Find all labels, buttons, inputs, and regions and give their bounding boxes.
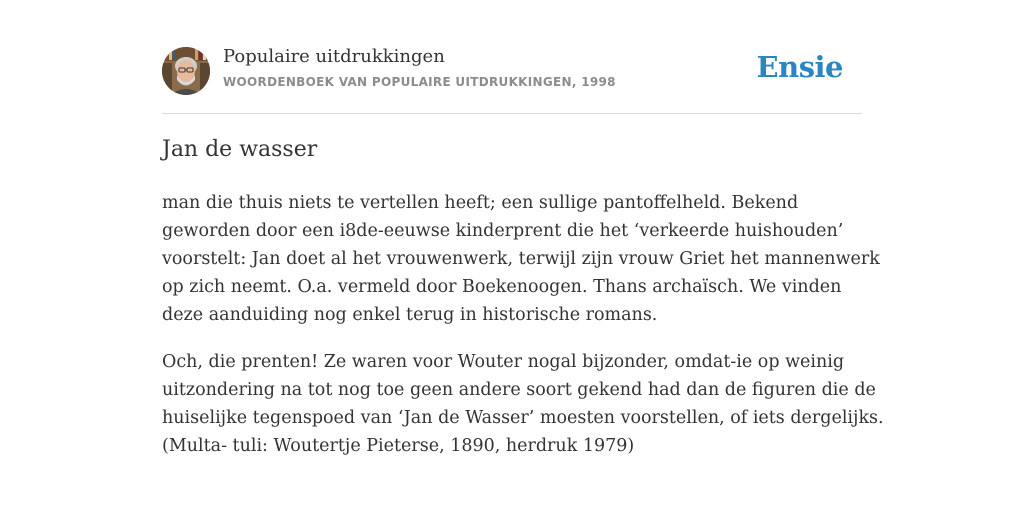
author-portrait-icon: [162, 47, 210, 95]
quote-line: Och, die prenten! Ze waren voor Wouter nogal bijzonder, omdat-ie op weinig: [162, 352, 845, 372]
ensie-logo[interactable]: Ensie: [756, 50, 843, 84]
entry-definition: [162, 189, 880, 329]
quote-line: (Multa- tuli: Woutertje Pieterse, 1890, herdruk 1979): [162, 436, 635, 456]
definition-line: deze aanduiding nog enkel terug in historische romans.: [162, 305, 658, 325]
definition-line: op zich neemt. O.a. vermeld door Boekenoogen. Thans archaïsch. We vinden: [162, 277, 842, 297]
definition-line: geworden door een i8de-eeuwse kinderprent die het ‘verkeerde huishouden’: [162, 221, 844, 241]
author-avatar[interactable]: [162, 47, 210, 95]
definition-line: voorstelt: Jan doet al het vrouwenwerk, terwijl zijn vrouw Griet het mannenwerk: [162, 249, 880, 269]
entry-card: [162, 0, 884, 456]
source-subtitle: WOORDENBOEK VAN POPULAIRE UITDRUKKINGEN, 1998: [223, 75, 616, 89]
entry-quote: [162, 348, 884, 460]
entry-term: Jan de wasser: [162, 137, 318, 162]
quote-line: huiselijke tegenspoed van ‘Jan de Wasser’ moesten voorstellen, of iets dergelijks.: [162, 408, 884, 428]
source-title[interactable]: Populaire uitdrukkingen: [223, 46, 445, 67]
quote-line: uitzondering na tot nog toe geen andere soort gekend had dan de figuren die de: [162, 380, 876, 400]
definition-line: man die thuis niets te vertellen heeft; een sullige pantoffelheld. Bekend: [162, 193, 799, 213]
source-header: [162, 0, 862, 114]
